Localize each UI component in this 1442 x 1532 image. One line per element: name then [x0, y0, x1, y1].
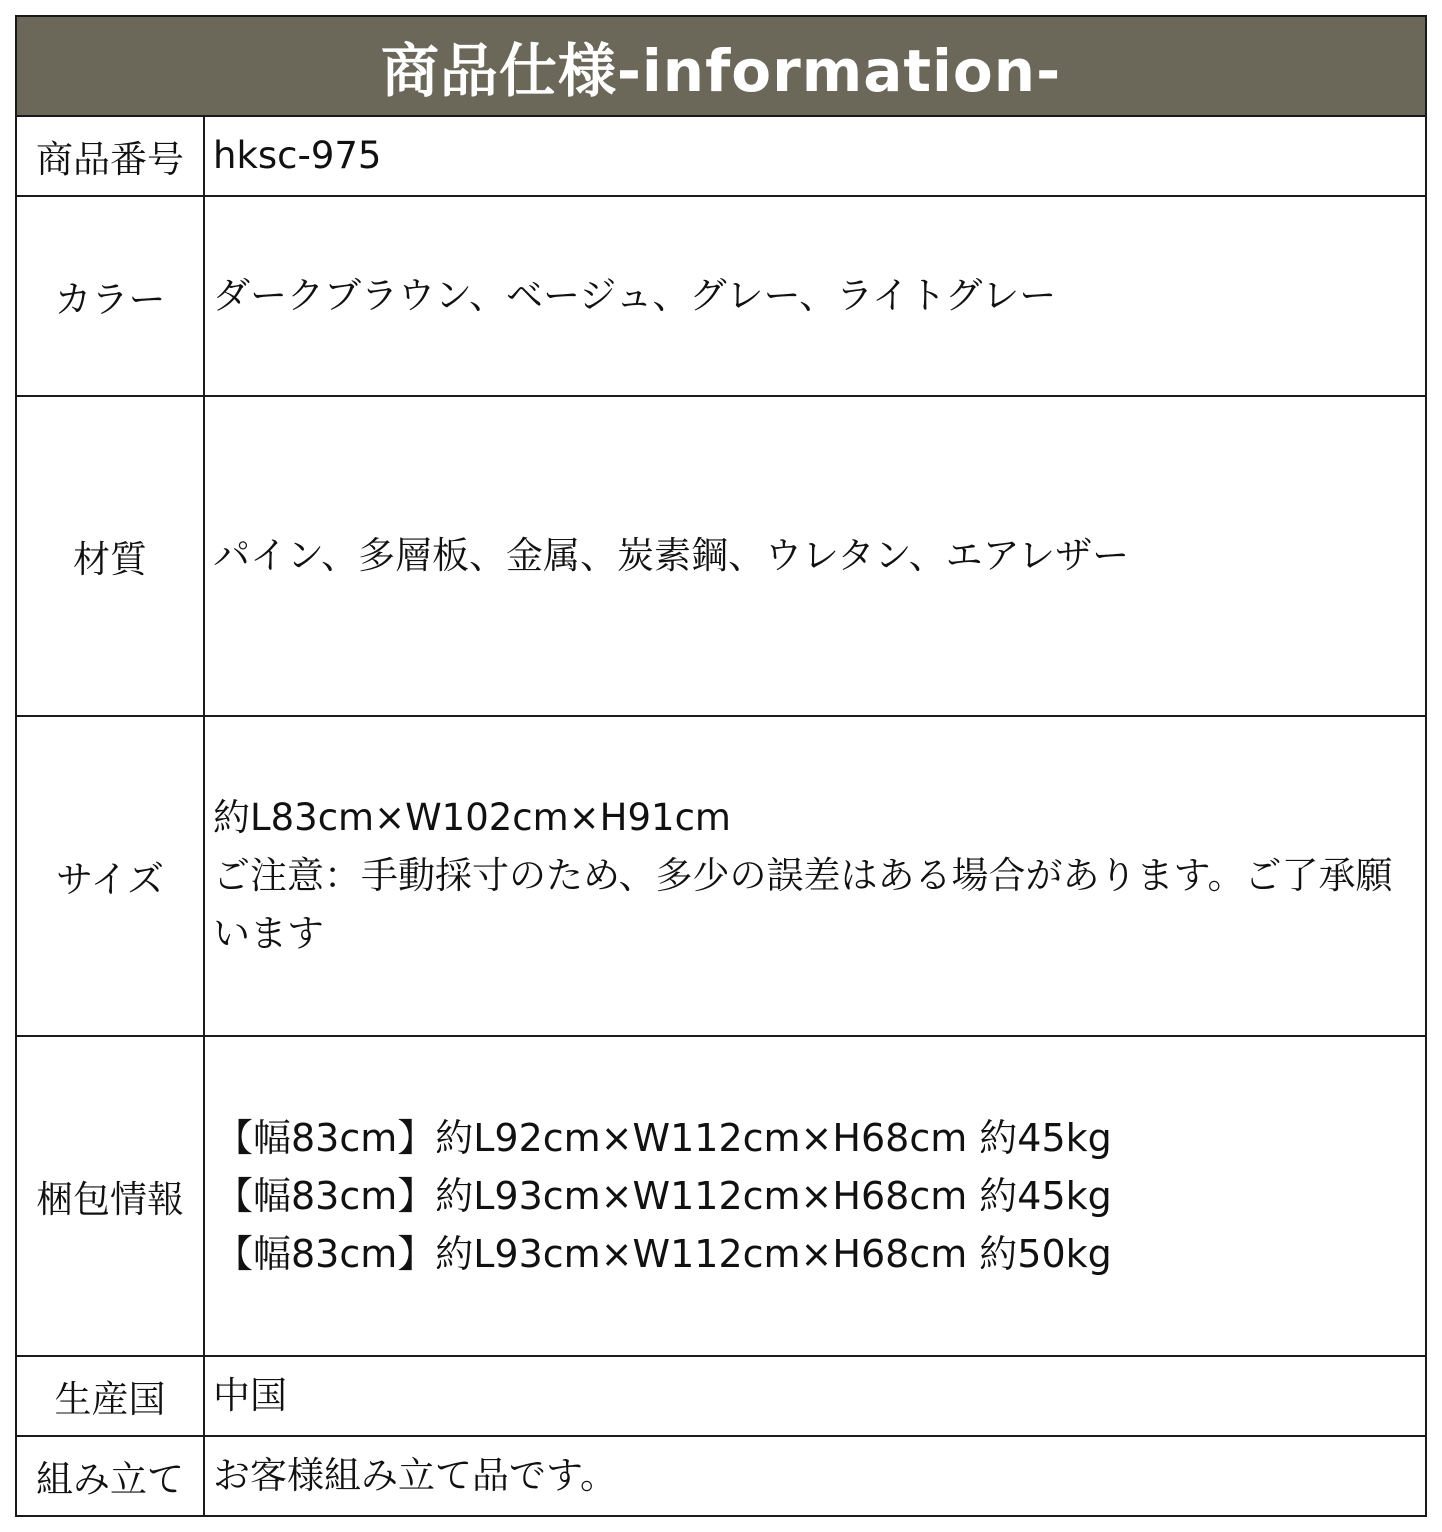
row-size: [17, 717, 1425, 1037]
size-note: ご注意：手動採寸のため、多少の誤差はある場合があります。ご了承願います: [213, 854, 1393, 955]
value-package: [205, 1037, 1425, 1355]
label-assembly: 組み立て: [17, 1437, 205, 1515]
package-line: 【幅83cm】約L93cm×W112cm×H68cm 約45kg: [215, 1174, 1112, 1218]
row-color: [17, 197, 1425, 397]
color-text: ダークブラウン、ベージュ、グレー、ライトグレー: [213, 274, 1057, 317]
row-origin: [17, 1357, 1425, 1437]
package-line: 【幅83cm】約L93cm×W112cm×H68cm 約50kg: [215, 1232, 1112, 1276]
value-size: [205, 717, 1425, 1035]
package-line: 【幅83cm】約L92cm×W112cm×H68cm 約45kg: [215, 1116, 1112, 1160]
label-material: 材質: [17, 397, 205, 715]
value-product-number: [205, 117, 1425, 195]
label-color: カラー: [17, 197, 205, 395]
row-material: [17, 397, 1425, 717]
origin-text: 中国: [213, 1374, 287, 1417]
value-material: [205, 397, 1425, 715]
assembly-text: お客様組み立て品です。: [213, 1454, 618, 1497]
label-package: 梱包情報: [17, 1037, 205, 1355]
row-assembly: [17, 1437, 1425, 1515]
value-origin: [205, 1357, 1425, 1435]
spec-table: [15, 15, 1427, 1517]
value-color: [205, 197, 1425, 395]
title-bar: [17, 17, 1425, 117]
row-package: [17, 1037, 1425, 1357]
label-product-number: 商品番号: [17, 117, 205, 195]
page-title: 商品仕様-information-: [380, 37, 1062, 105]
size-dimensions: 約L83cm×W102cm×H91cm: [213, 796, 731, 839]
value-assembly: [205, 1437, 1425, 1515]
label-size: サイズ: [17, 717, 205, 1035]
product-number-text: hksc-975: [213, 134, 382, 177]
label-origin: 生産国: [17, 1357, 205, 1435]
material-text: パイン、多層板、金属、炭素鋼、ウレタン、エアレザー: [213, 534, 1130, 577]
row-product-number: [17, 117, 1425, 197]
